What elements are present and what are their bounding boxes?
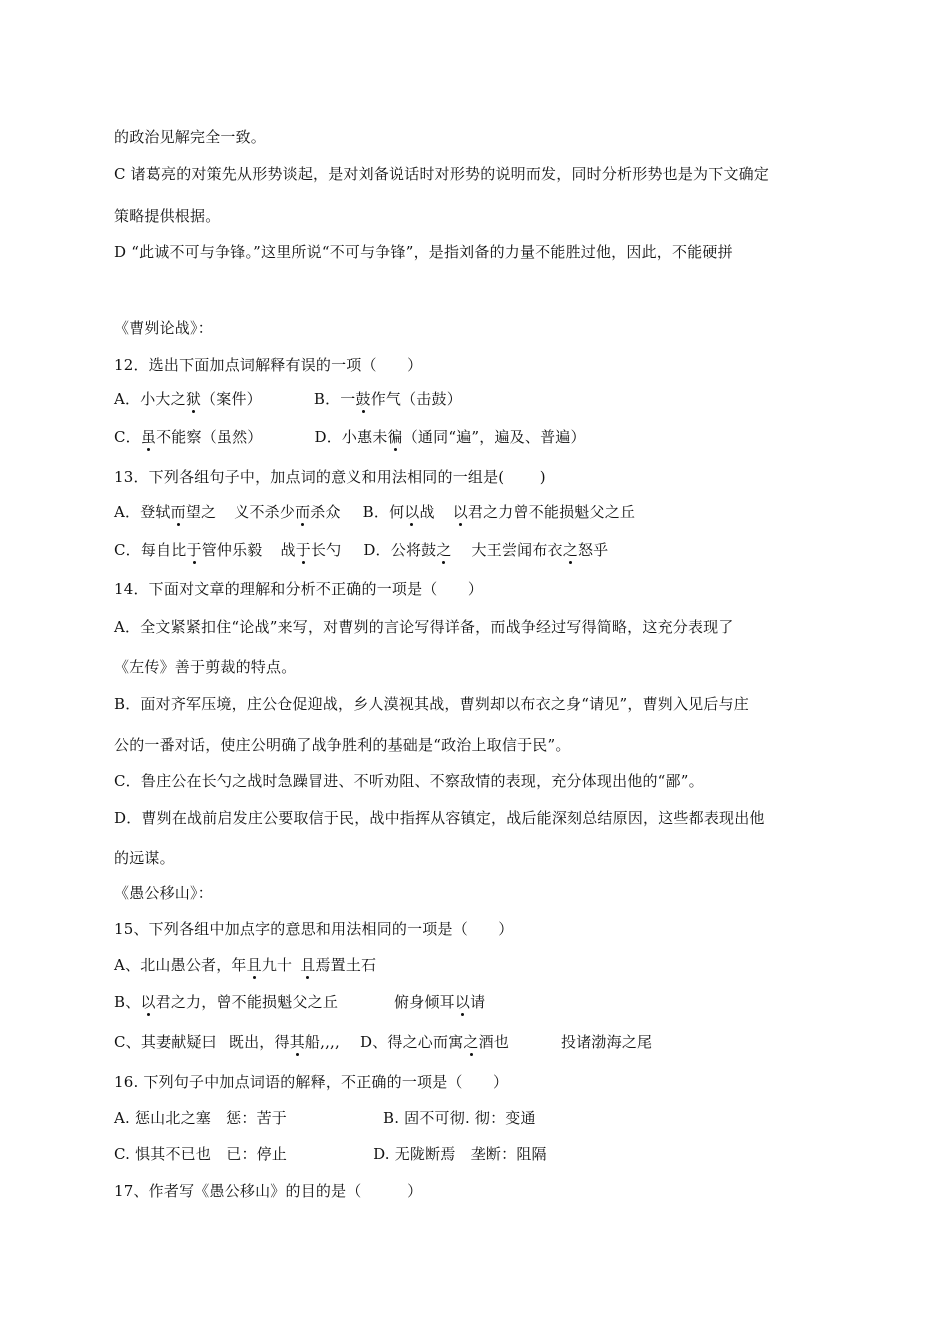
line-text: 16. 下列句子中加点词语的解释，不正确的一项是（ ） (114, 1073, 509, 1091)
option-text: 船,,,, (304, 1033, 340, 1051)
line-text: 13．下列各组句子中，加点词的意义和用法相同的一组是( ) (114, 468, 546, 486)
option-text: 战 (419, 503, 435, 521)
line-text: 《曹刿论战》： (114, 319, 213, 337)
option-text: B．何 (362, 503, 405, 521)
dotted-word: 之 (463, 1033, 479, 1051)
text-line (114, 808, 765, 828)
question-13 (114, 467, 546, 487)
line-text: 的远谋。 (114, 849, 175, 867)
option-text: 大王尝闻布衣 (471, 541, 563, 559)
dotted-word: 徧 (387, 428, 403, 446)
text-line (114, 127, 266, 147)
dotted-word: 而 (295, 503, 311, 521)
options-line (114, 502, 635, 522)
option-text: 请 (470, 993, 486, 1011)
line-text: 《愚公移山》： (114, 884, 213, 902)
option-text: D．小惠未 (314, 428, 388, 446)
option-text: B. 固不可彻. 彻：变通 (382, 1109, 536, 1127)
line-text: 14．下面对文章的理解和分析不正确的一项是（ ） (114, 580, 484, 598)
option-text: （案件） (201, 390, 262, 408)
options-line (114, 1108, 536, 1128)
dotted-word: 鼓 (355, 390, 371, 408)
line-text: 《左传》善于剪裁的特点。 (114, 658, 297, 676)
option-text: 君之力曾不能损魁父之丘 (467, 503, 636, 521)
options-line (114, 540, 608, 560)
dotted-word: 其 (289, 1033, 305, 1051)
question-15 (114, 919, 514, 939)
options-line (114, 1032, 652, 1052)
option-text: 管仲乐毅 (201, 541, 263, 559)
line-text: 公的一番对话，使庄公明确了战争胜利的基础是“政治上取信于民”。 (114, 736, 571, 754)
question-12 (114, 355, 422, 375)
text-line (114, 771, 704, 791)
line-text: 策略提供根据。 (114, 207, 221, 225)
text-line (114, 206, 220, 226)
line-text: 17、作者写《愚公移山》的目的是（ ） (114, 1182, 423, 1200)
option-text: C．每自比 (114, 541, 187, 559)
line-text: C．鲁庄公在长勺之战时急躁冒进、不听劝阻、不察敌情的表现，充分体现出他的“鄙”。 (114, 772, 704, 790)
dotted-word: 之 (562, 541, 578, 559)
option-text: A．登轼 (114, 503, 171, 521)
option-text: 俯身倾耳 (394, 993, 455, 1011)
option-text: C、其妻献疑曰 (114, 1033, 217, 1051)
question-17 (114, 1181, 422, 1201)
option-text: 不能察（虽然） (156, 428, 263, 446)
dotted-word: 于 (186, 541, 202, 559)
text-line (114, 735, 571, 755)
option-text: 作气（击鼓） (370, 390, 462, 408)
option-text: 望之 (185, 503, 217, 521)
options-line (114, 389, 462, 409)
option-text: 投诸渤海之尾 (561, 1033, 653, 1051)
option-text: C． (114, 428, 141, 446)
dotted-word: 以 (452, 503, 468, 521)
dotted-word: 虽 (140, 428, 157, 446)
line-text: C 诸葛亮的对策先从形势谈起，是对刘备说话时对形势的说明而发，同时分析形势也是为下文确定 (114, 165, 770, 183)
option-text: A. 惩山北之塞 惩：苦于 (114, 1109, 287, 1127)
options-line (114, 955, 376, 975)
line-text: A．全文紧紧扣住“论战”来写，对曹刿的言论写得详备，而战争经过写得简略，这充分表现了 (114, 618, 734, 636)
text-line (114, 657, 296, 677)
section-heading (114, 883, 213, 903)
dotted-word: 且 (300, 956, 316, 974)
option-text: 酒也 (478, 1033, 510, 1051)
option-text: 战 (280, 541, 296, 559)
options-line (114, 427, 586, 447)
option-text: 义不杀少 (234, 503, 296, 521)
line-text: D “此诚不可与争锋。”这里所说“不可与争锋”，是指刘备的力量不能胜过他，因此，不能硬拼 (114, 243, 733, 261)
question-14 (114, 579, 483, 599)
text-line (114, 164, 769, 184)
option-text: 怒乎 (577, 541, 609, 559)
option-text: 杀众 (310, 503, 341, 521)
option-text: （通同“遍”，遍及、普遍） (402, 428, 586, 446)
option-text: 君之力，曾不能损魁父之丘 (155, 993, 339, 1011)
option-text: A．小大之 (114, 390, 186, 408)
options-line (114, 1144, 547, 1164)
option-text: 长勺 (310, 541, 342, 559)
option-text: B、 (114, 993, 141, 1011)
line-text: 15、下列各组中加点字的意思和用法相同的一项是（ ） (114, 920, 514, 938)
option-text: B．一 (313, 390, 356, 408)
text-line (114, 848, 175, 868)
line-text: B．面对齐军压境，庄公仓促迎战，乡人漠视其战，曹刿却以布衣之身“请见”，曹刿入见后与庄 (114, 695, 749, 713)
dotted-word: 以 (454, 993, 471, 1011)
section-heading (114, 318, 213, 338)
line-text: 12．选出下面加点词解释有误的一项（ ） (114, 356, 423, 374)
dotted-word: 且 (246, 956, 262, 974)
line-text: D．曹刿在战前启发庄公要取信于民，战中指挥从容镇定，战后能深刻总结原因，这些都表现出他 (114, 809, 765, 827)
dotted-word: 于 (295, 541, 311, 559)
option-text: D. 无陇断焉 垄断：阻隔 (373, 1145, 547, 1163)
option-text: A、北山愚公者，年 (114, 956, 247, 974)
dotted-word: 以 (140, 993, 156, 1011)
option-text: D、得之心而寓 (359, 1033, 464, 1051)
question-16 (114, 1072, 508, 1092)
options-line (114, 992, 485, 1012)
dotted-word: 而 (170, 503, 186, 521)
option-text: 九十 (261, 956, 293, 974)
text-line (114, 242, 733, 262)
dotted-word: 以 (404, 503, 420, 521)
option-text: 既出，得 (228, 1033, 290, 1051)
dotted-word: 之 (436, 541, 452, 559)
dotted-word: 狱 (185, 390, 202, 408)
option-text: 焉置土石 (315, 956, 377, 974)
line-text: 的政治见解完全一致。 (114, 128, 267, 146)
option-text: C. 惧其不已也 已：停止 (114, 1145, 288, 1163)
option-text: D．公将鼓 (363, 541, 437, 559)
text-line (114, 617, 734, 637)
text-line (114, 694, 749, 714)
